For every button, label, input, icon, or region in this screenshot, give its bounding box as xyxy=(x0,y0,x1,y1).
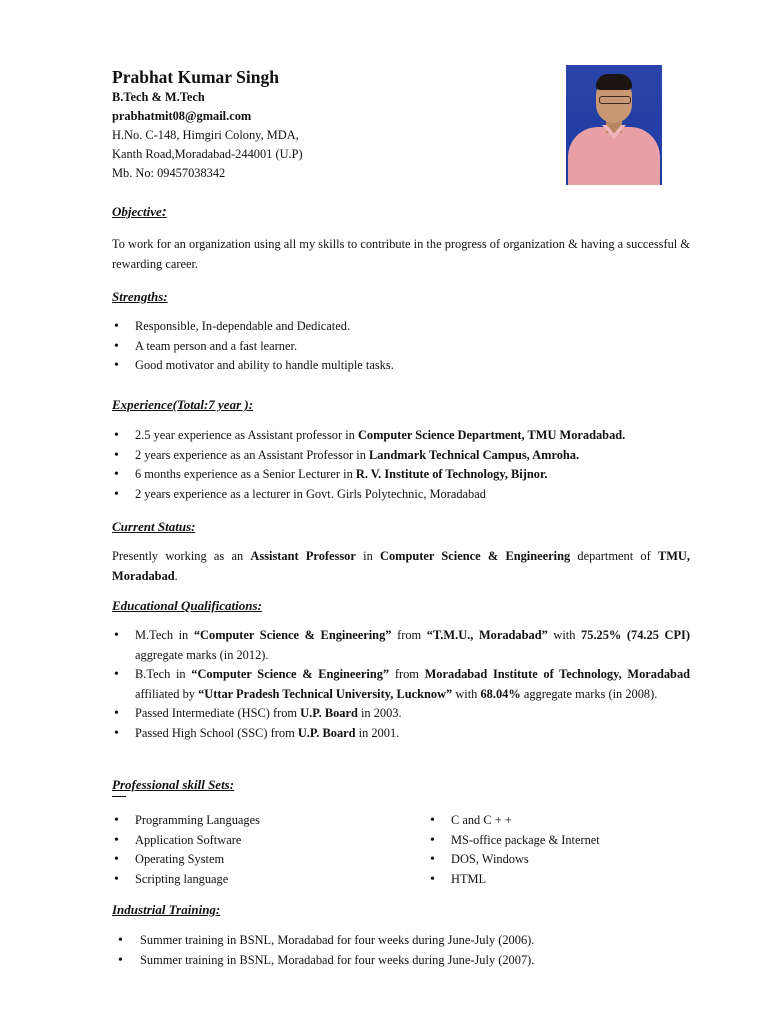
training-list xyxy=(112,931,690,970)
training-item: • Summer training in BSNL, Moradabad for four weeks during June-July (2006). xyxy=(112,931,690,951)
skill-item: • HTML xyxy=(428,870,688,890)
education-item: • Passed High School (SSC) from U.P. Board in 2001. xyxy=(112,724,690,744)
experience-item: • 2 years experience as an Assistant Professor in Landmark Technical Campus, Amroha. xyxy=(112,446,690,466)
skill-item: • Programming Languages xyxy=(112,811,412,831)
address-line-1: H.No. C-148, Himgiri Colony, MDA, xyxy=(112,128,299,142)
skill-item: • DOS, Windows xyxy=(428,850,688,870)
skills-heading: Professional skill Sets: xyxy=(112,777,235,792)
address-line-2: Kanth Road,Moradabad-244001 (U.P) xyxy=(112,147,303,161)
strength-item: • Good motivator and ability to handle multiple tasks. xyxy=(112,356,690,376)
experience-item: • 2.5 year experience as Assistant professor in Computer Science Department, TMU Moradabad. xyxy=(112,426,690,446)
mobile-number: Mb. No: 09457038342 xyxy=(112,166,226,180)
profile-photo xyxy=(566,65,662,185)
skill-item: • Scripting language xyxy=(112,870,412,890)
objective-heading: Objective: xyxy=(112,204,167,220)
experience-item: • 6 months experience as a Senior Lecturer in R. V. Institute of Technology, Bijnor. xyxy=(112,465,690,485)
objective-text: To work for an organization using all my skills to contribute in the progress of organization & having a successful & rewarding career. xyxy=(112,237,690,271)
skill-item: • MS-office package & Internet xyxy=(428,831,688,851)
skill-item: • Operating System xyxy=(112,850,412,870)
current-status-heading: Current Status: xyxy=(112,519,196,534)
divider xyxy=(112,796,126,797)
candidate-name: Prabhat Kumar Singh xyxy=(112,67,279,87)
education-item: • B.Tech in “Computer Science & Engineering” from Moradabad Institute of Technology, Moradabad affiliated by “Uttar Pradesh Technical University, Lucknow” with 68.04% aggregate marks (in 2008). xyxy=(112,665,690,704)
experience-item: • 2 years experience as a lecturer in Govt. Girls Polytechnic, Moradabad xyxy=(112,485,690,505)
education-list xyxy=(112,626,690,743)
skills-list-left xyxy=(112,811,412,889)
email: prabhatmit08@gmail.com xyxy=(112,109,252,123)
education-item: • M.Tech in “Computer Science & Engineering” from “T.M.U., Moradabad” with 75.25% (74.25 CPI) aggregate marks (in 2012). xyxy=(112,626,690,665)
current-status-text: Presently working as an Assistant Professor in Computer Science & Engineering department of TMU, Moradabad. xyxy=(112,549,690,583)
experience-list xyxy=(112,426,690,504)
skill-item: • C and C + + xyxy=(428,811,688,831)
strength-item: • A team person and a fast learner. xyxy=(112,337,690,357)
degree: B.Tech & M.Tech xyxy=(112,90,205,104)
skills-list-right xyxy=(428,811,688,889)
training-item: • Summer training in BSNL, Moradabad for four weeks during June-July (2007). xyxy=(112,951,690,971)
training-heading: Industrial Training: xyxy=(112,902,221,917)
resume-header xyxy=(112,66,532,183)
strength-item: • Responsible, In-dependable and Dedicated. xyxy=(112,317,690,337)
education-heading: Educational Qualifications: xyxy=(112,598,262,613)
strengths-heading: Strengths: xyxy=(112,289,168,304)
education-item: • Passed Intermediate (HSC) from U.P. Board in 2003. xyxy=(112,704,690,724)
skill-item: • Application Software xyxy=(112,831,412,851)
experience-heading: Experience(Total:7 year ): xyxy=(112,397,254,412)
strengths-list xyxy=(112,317,690,376)
